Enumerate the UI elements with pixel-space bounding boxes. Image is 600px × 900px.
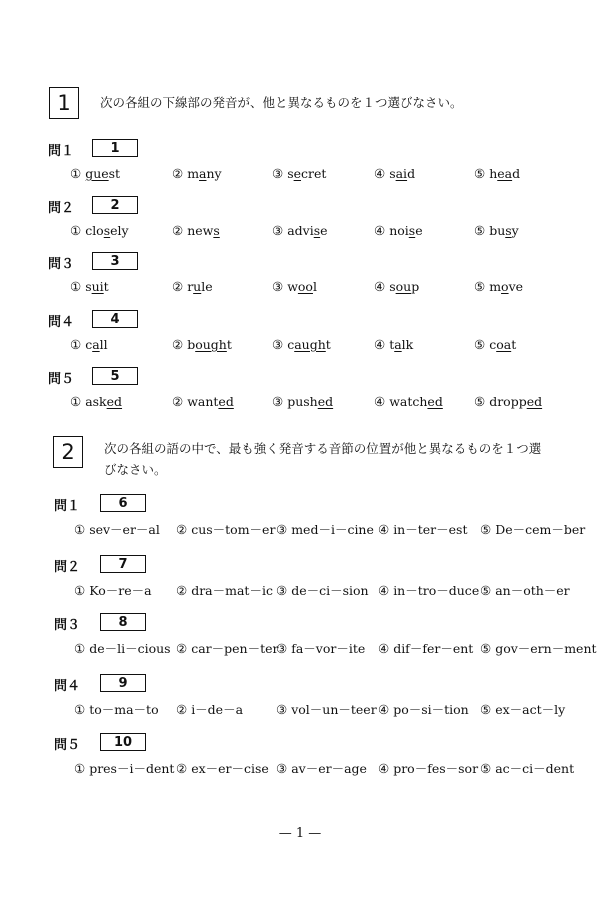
word-segment: p — [411, 279, 420, 294]
word-segment: med－i－cine — [291, 522, 374, 537]
underlined-segment: e — [293, 166, 302, 181]
underlined-segment: augh — [294, 337, 326, 352]
answer-option[interactable] — [74, 759, 174, 777]
word-segment: dra－mat－ic — [191, 583, 273, 598]
word-segment: advi — [287, 223, 314, 238]
question-label: 問２ — [48, 201, 75, 216]
answer-option[interactable] — [474, 279, 523, 294]
word-segment: cus－tom－er — [191, 522, 276, 537]
option-marker: ⑤ — [474, 394, 490, 409]
word-segment: e — [415, 223, 423, 238]
word-segment: t — [389, 337, 395, 352]
word-segment: want — [187, 394, 219, 409]
option-marker: ② — [176, 583, 192, 598]
word-segment: t — [103, 279, 109, 294]
word-segment: ely — [110, 223, 129, 238]
underlined-segment: a — [92, 337, 100, 352]
answer-option[interactable] — [374, 337, 413, 352]
word-segment: pres－i－dent — [89, 761, 175, 776]
answer-option[interactable] — [172, 279, 213, 294]
answer-option[interactable] — [480, 759, 574, 777]
answer-option[interactable] — [378, 581, 479, 599]
option-marker: ① — [70, 394, 86, 409]
word-segment: av－er－age — [291, 761, 367, 776]
underlined-segment: ed — [106, 394, 123, 409]
word-segment: ny — [206, 166, 222, 181]
underlined-segment: s — [213, 223, 220, 238]
word-segment: i－de－a — [191, 702, 244, 717]
instruction-line: びなさい。 — [104, 462, 167, 477]
answer-option[interactable] — [272, 394, 333, 409]
word-segment: m — [187, 166, 200, 181]
answer-number-box: 2 — [92, 196, 138, 214]
option-marker: ⑤ — [474, 166, 490, 181]
option-marker: ① — [74, 761, 90, 776]
word-segment: b — [187, 337, 196, 352]
option-marker: ⑤ — [474, 279, 490, 294]
word-segment: m — [489, 279, 502, 294]
option-marker: ④ — [378, 583, 394, 598]
underlined-segment: o — [501, 279, 509, 294]
word-segment: fa－vor－ite — [291, 641, 366, 656]
option-marker: ⑤ — [480, 641, 496, 656]
answer-option[interactable] — [272, 337, 331, 352]
option-marker: ② — [176, 641, 192, 656]
word-segment: s — [85, 279, 92, 294]
answer-option[interactable] — [176, 520, 275, 538]
word-segment: d — [407, 166, 416, 181]
question-label: 問３ — [48, 257, 75, 272]
word-segment: ll — [99, 337, 108, 352]
answer-option[interactable] — [474, 166, 520, 181]
page-number: — 1 — — [278, 826, 322, 841]
option-marker: ③ — [276, 761, 292, 776]
underlined-segment: ough — [195, 337, 227, 352]
answer-option[interactable] — [176, 700, 243, 718]
option-marker: ① — [70, 166, 86, 181]
option-marker: ④ — [374, 279, 390, 294]
option-marker: ③ — [272, 394, 288, 409]
word-segment: le — [201, 279, 213, 294]
option-marker: ③ — [276, 583, 292, 598]
section-number-box: 2 — [53, 436, 83, 468]
answer-option[interactable] — [276, 581, 369, 599]
answer-option[interactable] — [176, 639, 278, 657]
option-marker: ⑤ — [480, 583, 496, 598]
option-marker: ④ — [378, 702, 394, 717]
answer-option[interactable] — [378, 700, 469, 718]
answer-option[interactable] — [276, 520, 374, 538]
word-segment: De－cem－ber — [495, 522, 586, 537]
underlined-segment: oo — [297, 279, 313, 294]
word-segment: de－li－cious — [89, 641, 171, 656]
answer-option[interactable] — [378, 520, 467, 538]
answer-number-box: 10 — [100, 733, 146, 751]
answer-option[interactable] — [70, 166, 120, 181]
option-marker: ⑤ — [480, 522, 496, 537]
word-segment: c — [85, 337, 93, 352]
option-marker: ④ — [374, 223, 390, 238]
option-marker: ① — [74, 702, 90, 717]
answer-option[interactable] — [480, 639, 597, 657]
word-segment: Ko－re－a — [89, 583, 152, 598]
question-label: 問２ — [54, 560, 81, 575]
underlined-segment: s — [408, 223, 416, 238]
word-segment: dif－fer－ent — [393, 641, 474, 656]
answer-option[interactable] — [176, 581, 273, 599]
answer-option[interactable] — [480, 520, 585, 538]
option-marker: ① — [74, 522, 90, 537]
answer-option[interactable] — [70, 337, 108, 352]
option-marker: ⑤ — [480, 702, 496, 717]
answer-option[interactable] — [374, 279, 419, 294]
word-segment: ve — [508, 279, 524, 294]
word-segment: d — [512, 166, 521, 181]
underlined-segment: u — [193, 279, 202, 294]
section-instruction — [104, 438, 541, 480]
word-segment: ex－er－cise — [191, 761, 269, 776]
option-marker: ② — [172, 279, 188, 294]
question-label: 問５ — [54, 738, 81, 753]
answer-option[interactable] — [70, 279, 109, 294]
underlined-segment: ou — [395, 279, 412, 294]
answer-option[interactable] — [374, 166, 415, 181]
answer-option[interactable] — [272, 279, 317, 294]
answer-number-box: 7 — [100, 555, 146, 573]
word-segment: t — [511, 337, 517, 352]
word-segment: car－pen－ter — [191, 641, 279, 656]
word-segment: c — [287, 337, 295, 352]
word-segment: in－tro－duce — [393, 583, 480, 598]
option-marker: ④ — [374, 337, 390, 352]
option-marker: ⑤ — [480, 761, 496, 776]
instruction-line: 次の各組の語の中で、最も強く発音する音節の位置が他と異なるものを１つ選 — [104, 441, 542, 456]
answer-option[interactable] — [74, 581, 152, 599]
underlined-segment: ed — [526, 394, 543, 409]
question-label: 問５ — [48, 372, 75, 387]
underlined-segment: ui — [91, 279, 104, 294]
answer-option[interactable] — [474, 394, 542, 409]
instruction-line: 次の各組の下線部の発音が、他と異なるものを１つ選びなさい。 — [100, 95, 463, 110]
option-marker: ③ — [272, 223, 288, 238]
word-segment: lk — [401, 337, 414, 352]
word-segment: vol－un－teer — [291, 702, 377, 717]
answer-option[interactable] — [74, 700, 159, 718]
word-segment: st — [108, 166, 121, 181]
answer-option[interactable] — [172, 337, 232, 352]
answer-option[interactable] — [374, 394, 443, 409]
word-segment: in－ter－est — [393, 522, 468, 537]
word-segment: ask — [85, 394, 107, 409]
underlined-segment: gue — [85, 166, 109, 181]
word-segment: e — [320, 223, 328, 238]
option-marker: ③ — [272, 166, 288, 181]
answer-option[interactable] — [176, 759, 269, 777]
option-marker: ① — [70, 337, 86, 352]
answer-option[interactable] — [276, 759, 367, 777]
word-segment: y — [511, 223, 519, 238]
word-segment: bu — [489, 223, 506, 238]
option-marker: ④ — [378, 761, 394, 776]
answer-number-box: 9 — [100, 674, 146, 692]
word-segment: cret — [301, 166, 327, 181]
section-number-box: 1 — [49, 87, 79, 119]
option-marker: ② — [172, 337, 188, 352]
word-segment: t — [226, 337, 232, 352]
answer-option[interactable] — [378, 759, 478, 777]
answer-option[interactable] — [378, 639, 473, 657]
underlined-segment: ed — [427, 394, 443, 409]
underlined-segment: s — [505, 223, 512, 238]
word-segment: an－oth－er — [495, 583, 570, 598]
answer-number-box: 8 — [100, 613, 146, 631]
answer-option[interactable] — [480, 700, 565, 718]
option-marker: ② — [176, 522, 192, 537]
question-label: 問４ — [48, 315, 75, 330]
word-segment: noi — [389, 223, 409, 238]
option-marker: ① — [70, 279, 86, 294]
option-marker: ④ — [374, 166, 390, 181]
underlined-segment: s — [103, 223, 111, 238]
word-segment: clo — [85, 223, 104, 238]
option-marker: ② — [172, 166, 188, 181]
word-segment: dropp — [489, 394, 527, 409]
option-marker: ④ — [374, 394, 390, 409]
option-marker: ② — [176, 761, 192, 776]
answer-number-box: 1 — [92, 139, 138, 157]
underlined-segment: ed — [317, 394, 334, 409]
option-marker: ① — [74, 583, 90, 598]
answer-option[interactable] — [276, 639, 365, 657]
word-segment: r — [187, 279, 194, 294]
option-marker: ③ — [272, 337, 288, 352]
answer-option[interactable] — [374, 223, 423, 238]
word-segment: to－ma－to — [89, 702, 159, 717]
answer-option[interactable] — [74, 639, 171, 657]
word-segment: t — [325, 337, 331, 352]
underlined-segment: s — [313, 223, 321, 238]
answer-option[interactable] — [172, 394, 234, 409]
underlined-segment: ed — [218, 394, 234, 409]
word-segment: sev－er－al — [89, 522, 160, 537]
option-marker: ② — [176, 702, 192, 717]
question-label: 問３ — [54, 618, 81, 633]
option-marker: ⑤ — [474, 337, 490, 352]
word-segment: watch — [389, 394, 428, 409]
underlined-segment: a — [394, 337, 402, 352]
word-segment: de－ci－sion — [291, 583, 369, 598]
word-segment: ac－ci－dent — [495, 761, 575, 776]
word-segment: s — [389, 166, 396, 181]
option-marker: ⑤ — [474, 223, 490, 238]
underlined-segment: ea — [497, 166, 513, 181]
answer-number-box: 4 — [92, 310, 138, 328]
answer-option[interactable] — [272, 166, 326, 181]
option-marker: ③ — [272, 279, 288, 294]
word-segment: l — [312, 279, 317, 294]
option-marker: ① — [70, 223, 86, 238]
answer-number-box: 6 — [100, 494, 146, 512]
word-segment: c — [489, 337, 497, 352]
answer-option[interactable] — [276, 700, 377, 718]
option-marker: ③ — [276, 702, 292, 717]
answer-option[interactable] — [172, 223, 220, 238]
answer-number-box: 5 — [92, 367, 138, 385]
answer-option[interactable] — [272, 223, 328, 238]
option-marker: ② — [172, 394, 188, 409]
option-marker: ① — [74, 641, 90, 656]
word-segment: h — [489, 166, 498, 181]
answer-option[interactable] — [480, 581, 570, 599]
option-marker: ② — [172, 223, 188, 238]
answer-option[interactable] — [474, 337, 516, 352]
word-segment: gov－ern－ment — [495, 641, 597, 656]
underlined-segment: a — [199, 166, 207, 181]
option-marker: ④ — [378, 522, 394, 537]
word-segment: pro－fes－sor — [393, 761, 479, 776]
word-segment: s — [287, 166, 294, 181]
question-label: 問４ — [54, 679, 81, 694]
word-segment: w — [287, 279, 298, 294]
answer-option[interactable] — [474, 223, 519, 238]
word-segment: po－si－tion — [393, 702, 469, 717]
option-marker: ③ — [276, 641, 292, 656]
underlined-segment: ai — [395, 166, 408, 181]
word-segment: ex－act－ly — [495, 702, 566, 717]
answer-option[interactable] — [70, 394, 122, 409]
question-label: 問１ — [48, 144, 75, 159]
answer-number-box: 3 — [92, 252, 138, 270]
option-marker: ③ — [276, 522, 292, 537]
section-instruction — [100, 92, 463, 113]
underlined-segment: oa — [496, 337, 512, 352]
word-segment: push — [287, 394, 318, 409]
question-label: 問１ — [54, 499, 81, 514]
answer-option[interactable] — [172, 166, 222, 181]
option-marker: ④ — [378, 641, 394, 656]
word-segment: new — [187, 223, 214, 238]
word-segment: s — [389, 279, 396, 294]
answer-option[interactable] — [70, 223, 129, 238]
answer-option[interactable] — [74, 520, 160, 538]
